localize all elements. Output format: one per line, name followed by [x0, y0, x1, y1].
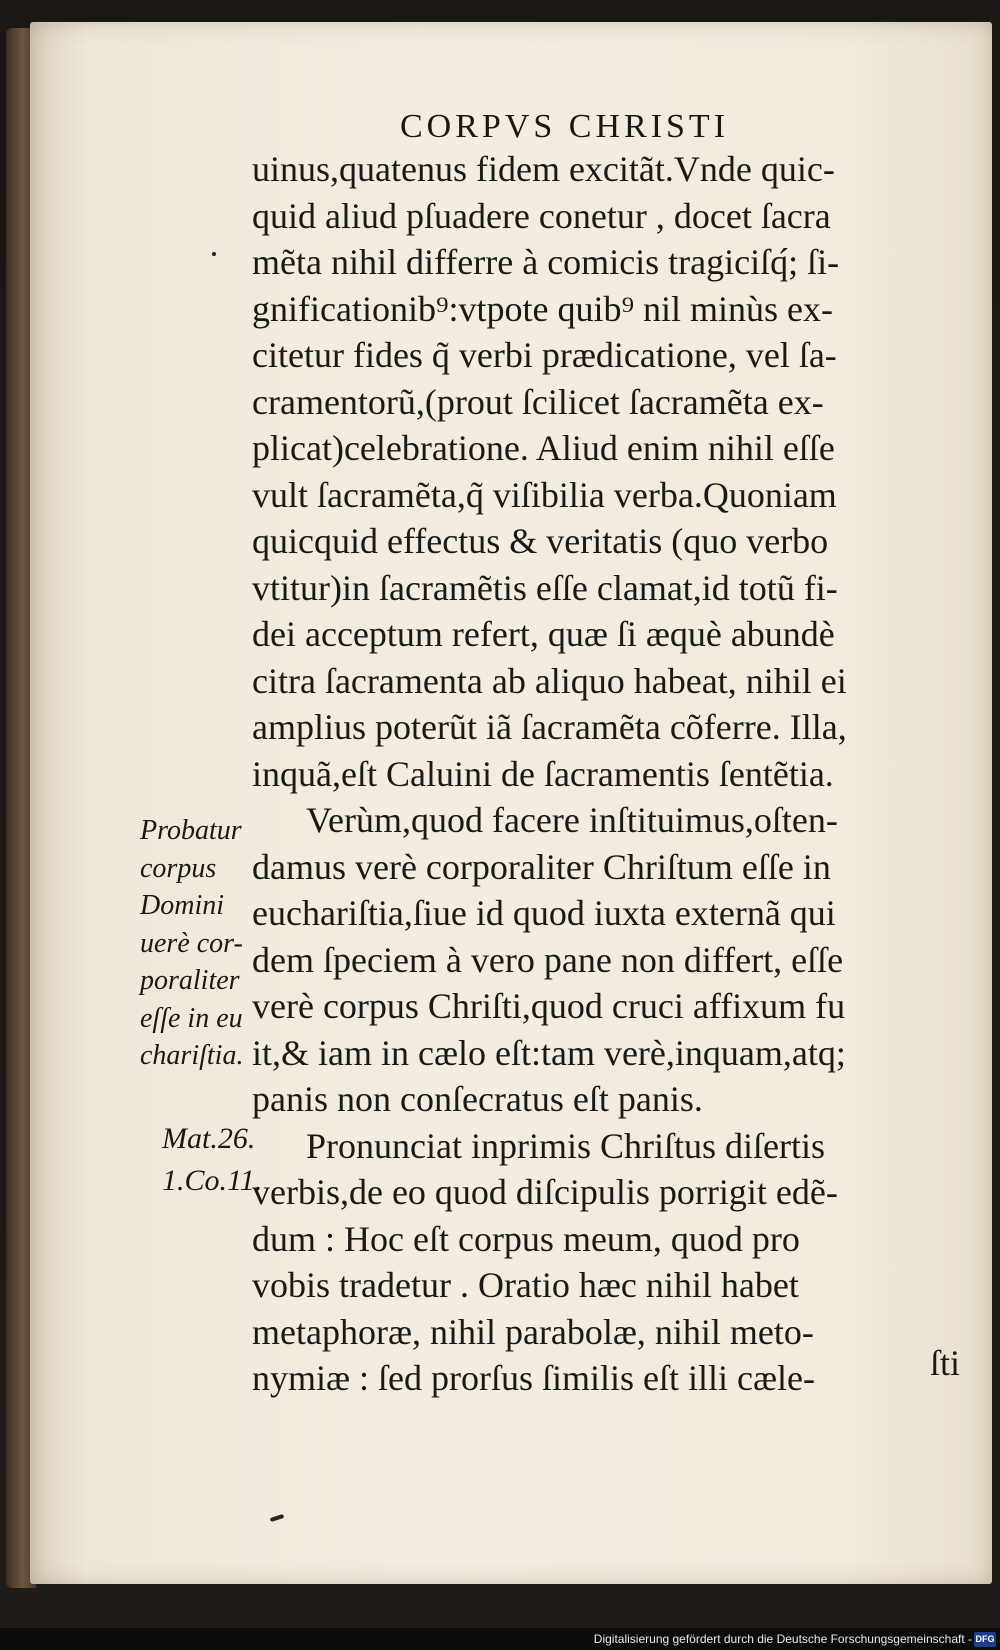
- ink-speck: [212, 252, 216, 256]
- text-line: uinus,quatenus fidem excitãt.Vnde quic-: [252, 149, 835, 189]
- scripture-reference: 1.Co.11.: [162, 1164, 263, 1197]
- text-line: citetur fides q̃ verbi prædicatione, vel ſa-: [252, 335, 837, 375]
- marginal-note: [140, 812, 270, 1075]
- text-line: panis non conſecratus eſt panis.: [252, 1079, 703, 1119]
- text-line: inquã,eſt Caluini de ſacramentis ſentẽtia.: [252, 753, 834, 794]
- text-line: metaphoræ, nihil parabolæ, nihil meto-: [252, 1311, 814, 1352]
- text-line: vult ſacramẽta,q̃ viſibilia verba.Quoniam: [252, 474, 837, 515]
- marginal-note-line: poraliter: [140, 965, 240, 996]
- text-line: quicquid effectus & veritatis (quo verbo: [252, 521, 829, 561]
- text-line: cramentorũ,(prout ſcilicet ſacramẽta ex-: [252, 381, 824, 422]
- text-line: amplius poterũt iã ſacramẽta cõferre. Illa,: [252, 707, 847, 747]
- text-line: Verùm,quod facere inſtituimus,oſten-: [306, 800, 838, 840]
- text-line: vtitur)in ſacramẽtis eſſe clamat,id totũ fi-: [252, 567, 838, 608]
- running-head: CORPVS CHRISTI: [400, 108, 730, 145]
- text-line: mẽta nihil differre à comicis tragiciſq́; ſi-: [252, 242, 840, 282]
- footer-bar: [0, 1628, 1000, 1650]
- scripture-references: [162, 1118, 282, 1202]
- text-line: damus verè corporaliter Chriſtum eſſe in: [252, 846, 831, 887]
- dfg-logo: DFG: [974, 1632, 996, 1647]
- text-line: verè corpus Chriſti,quod cruci affixum fu: [252, 986, 846, 1026]
- text-line: dei acceptum refert, quæ ſi æquè abundè: [252, 614, 835, 654]
- catchword: ſti: [930, 1343, 961, 1383]
- text-line: quid aliud pſuadere conetur , docet ſacra: [252, 195, 831, 236]
- text-line: verbis,de eo quod diſcipulis porrigit edẽ-: [252, 1172, 838, 1212]
- text-line: citra ſacramenta ab aliquo habeat, nihil ei: [252, 660, 847, 701]
- text-line: vobis tradetur . Oratio hæc nihil habet: [252, 1265, 799, 1305]
- marginal-note-line: corpus: [140, 852, 217, 884]
- text-line: plicat)celebratione. Aliud enim nihil eſſe: [252, 428, 835, 468]
- marginal-note-line: uerè cor-: [140, 927, 243, 959]
- text-line: euchariſtia,ſiue id quod iuxta externã qui: [252, 893, 836, 933]
- body-text: [252, 146, 972, 1402]
- marginal-note-line: Probatur: [140, 815, 242, 846]
- text-line: nymiæ : ſed prorſus ſimilis eſt illi cæle-: [252, 1358, 815, 1398]
- text-line: it,& iam in cælo eſt:tam verè,inquam,atq;: [252, 1032, 846, 1073]
- scripture-reference: Mat.26.: [162, 1122, 256, 1155]
- marginal-note-line: chariſtia.: [140, 1040, 244, 1071]
- text-line: dem ſpeciem à vero pane non differt, eſſe: [252, 939, 844, 980]
- marginal-note-line: eſſe in eu: [140, 1002, 243, 1034]
- text-line: dum : Hoc eſt corpus meum, quod pro: [252, 1218, 800, 1259]
- marginal-note-line: Domini: [140, 890, 224, 921]
- text-line: Pronunciat inprimis Chriſtus diſertis: [306, 1125, 825, 1166]
- text-line: gnificationib⁹:vtpote quib⁹ nil minùs ex-: [252, 288, 834, 329]
- funding-credit: Digitalisierung gefördert durch die Deutsche Forschungsgemeinschaft -: [593, 1632, 972, 1646]
